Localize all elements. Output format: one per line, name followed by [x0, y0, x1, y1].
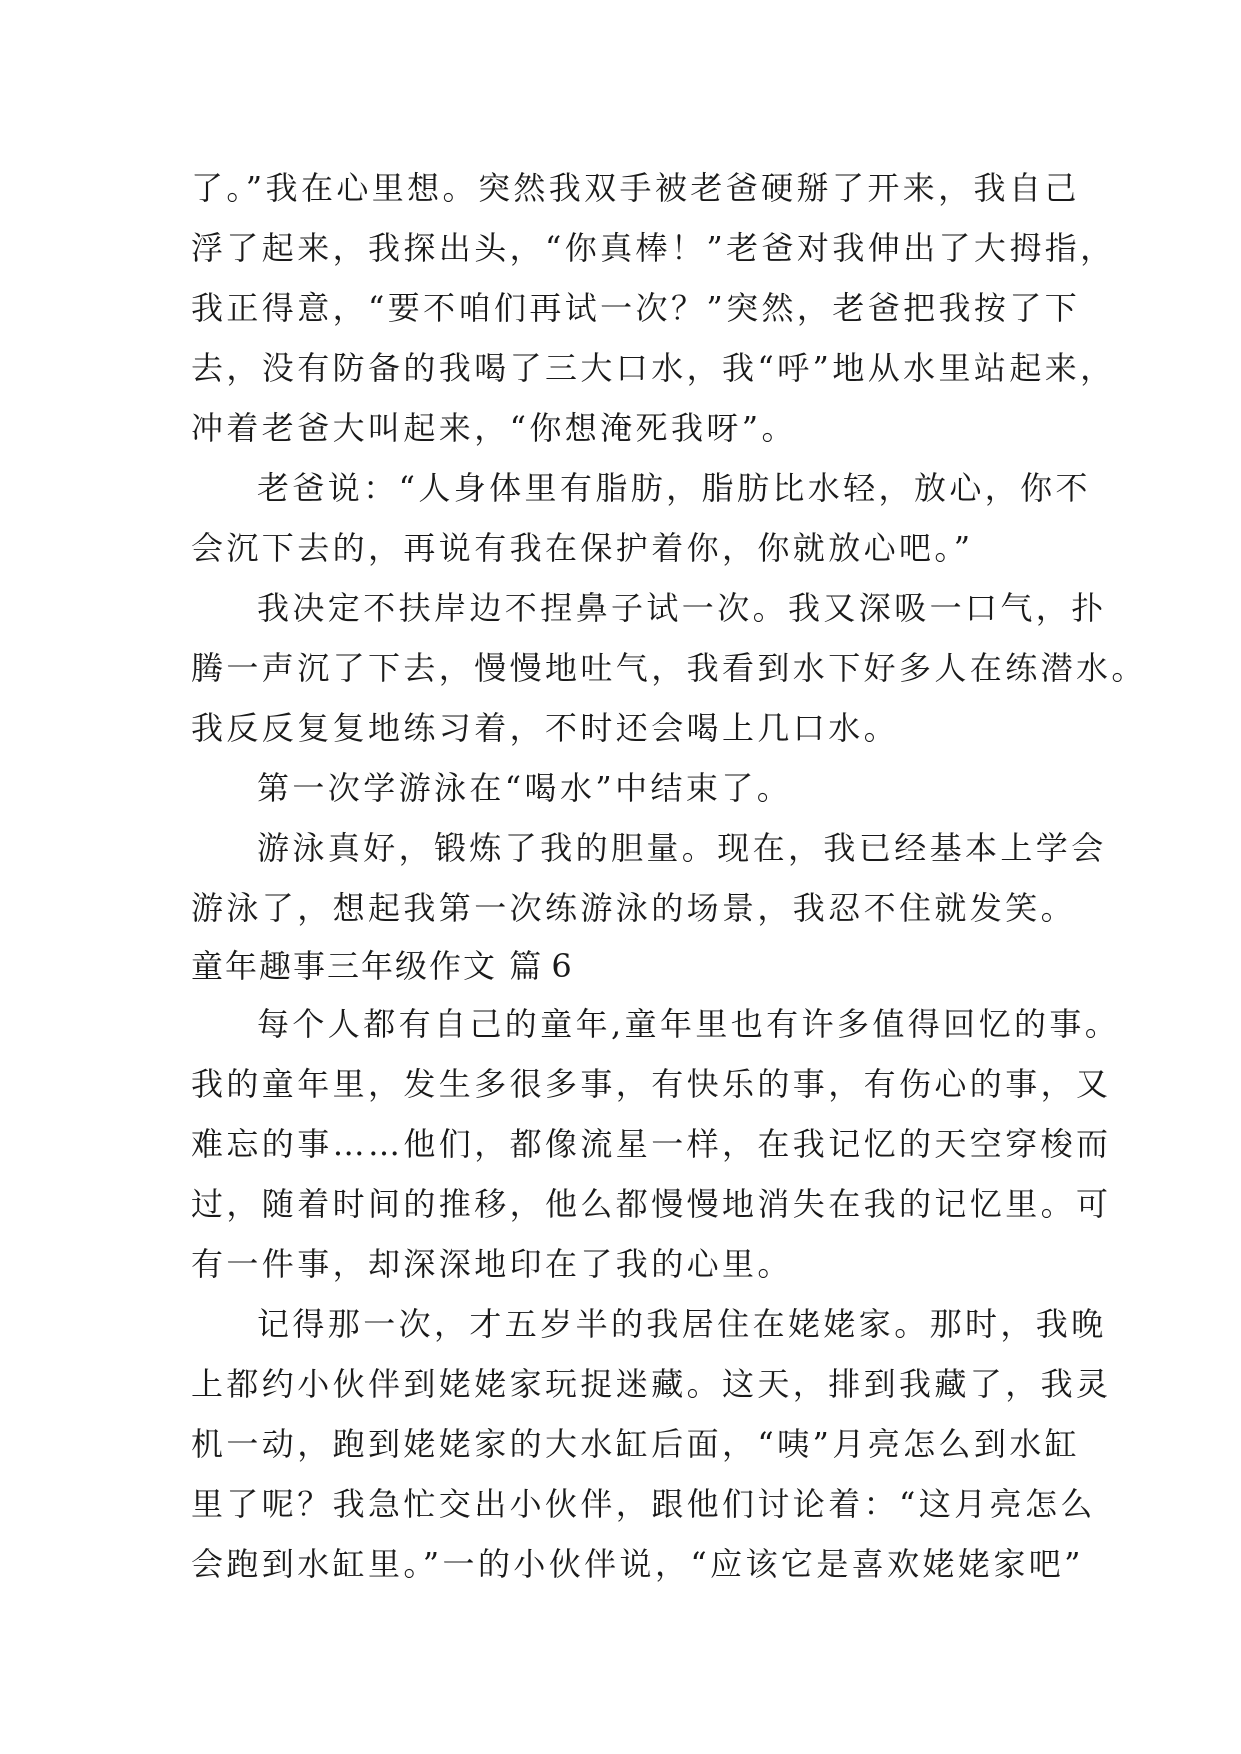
paragraph-start-line: 第一次学游泳在“喝水”中结束了。 — [257, 769, 793, 807]
text-line: 我反反复复地练习着，不时还会喝上几口水。 — [191, 709, 900, 747]
text-line: 我正得意，“要不咱们再试一次？”突然，老爸把我按了下 — [191, 289, 1081, 327]
text-line: 难忘的事……他们，都像流星一样，在我记忆的天空穿梭而 — [191, 1125, 1112, 1163]
text-line: 机一动，跑到姥姥家的大水缸后面，“咦”月亮怎么到水缸 — [191, 1425, 1081, 1463]
section-heading — [191, 938, 1071, 994]
text-line: 会沉下去的，再说有我在保护着你，你就放心吧。” — [191, 529, 974, 567]
paragraph-start-line: 老爸说：“人身体里有脂肪，脂肪比水轻，放心，你不 — [257, 469, 1091, 507]
paragraph-start-line: 每个人都有自己的童年,童年里也有许多值得回忆的事。 — [257, 1005, 1121, 1043]
section-label: 篇 6 — [509, 947, 572, 985]
text-line: 里了呢？我急忙交出小伙伴，跟他们讨论着：“这月亮怎么 — [191, 1485, 1096, 1523]
text-line: 腾一声沉了下去，慢慢地吐气，我看到水下好多人在练潜水。 — [191, 649, 1147, 687]
text-line: 有一件事，却深深地印在了我的心里。 — [191, 1245, 793, 1283]
text-line: 去，没有防备的我喝了三大口水，我“呼”地从水里站起来， — [191, 349, 1116, 387]
paragraph-start-line: 游泳真好，锻炼了我的胆量。现在，我已经基本上学会 — [257, 829, 1107, 867]
section-title: 童年趣事三年级作文 — [191, 947, 498, 985]
text-line: 上都约小伙伴到姥姥家玩捉迷藏。这天，排到我藏了，我灵 — [191, 1365, 1112, 1403]
text-line: 过，随着时间的推移，他么都慢慢地消失在我的记忆里。可 — [191, 1185, 1112, 1223]
text-line: 我的童年里，发生多很多事，有快乐的事，有伤心的事，又 — [191, 1065, 1112, 1103]
text-line: 浮了起来，我探出头，“你真棒！”老爸对我伸出了大拇指， — [191, 229, 1116, 267]
text-line: 会跑到水缸里。”一的小伙伴说，“应该它是喜欢姥姥家吧” — [191, 1545, 1084, 1583]
text-line: 冲着老爸大叫起来，“你想淹死我呀”。 — [191, 409, 797, 447]
text-line: 游泳了，想起我第一次练游泳的场景，我忍不住就发笑。 — [191, 889, 1077, 927]
essay-text — [191, 158, 1147, 1594]
paragraph-start-line: 我决定不扶岸边不捏鼻子试一次。我又深吸一口气，扑 — [257, 589, 1107, 627]
paragraph-start-line: 记得那一次，才五岁半的我居住在姥姥家。那时，我晚 — [257, 1305, 1107, 1343]
text-line: 了。”我在心里想。突然我双手被老爸硬掰了开来，我自己 — [191, 169, 1080, 207]
